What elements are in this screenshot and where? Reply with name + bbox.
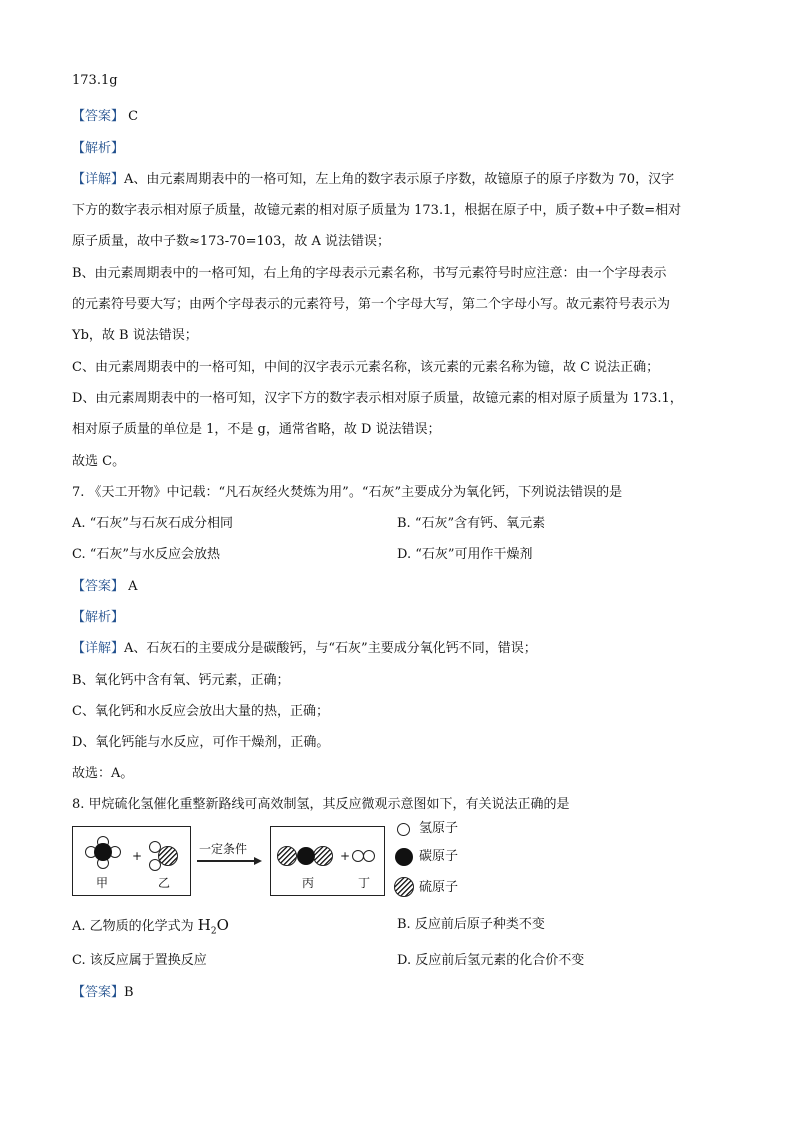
sulfur-atom-icon xyxy=(313,846,333,866)
legend-carbon-icon xyxy=(395,848,413,866)
carbon-atom-icon xyxy=(94,843,112,861)
analysis-label: 【解析】 xyxy=(72,610,125,625)
option-7d: D. “石灰”可用作干燥剂 xyxy=(397,547,533,562)
detail-text: A、由元素周期表中的一格可知，左上角的数字表示原子序数，故镱原子的原子序数为 70，汉字 xyxy=(124,172,675,187)
answer-tag: 【答案】 xyxy=(72,579,125,594)
answer-value: A xyxy=(128,579,138,594)
legend-hydrogen-label: 氢原子 xyxy=(419,821,459,836)
analysis-tag xyxy=(72,140,124,158)
sulfur-atom-icon xyxy=(277,846,297,866)
text-line: C、氧化钙和水反应会放出大量的热，正确； xyxy=(72,704,329,719)
question-7: 7. 《天工开物》中记载：“凡石灰经火焚炼为用”。“石灰”主要成分为氧化钙，下列说法错误的是 xyxy=(72,485,623,500)
reaction-condition: 一定条件 xyxy=(199,842,248,856)
analysis-tag xyxy=(72,609,124,627)
reaction-arrow xyxy=(197,860,254,862)
text-line: 故选 C。 xyxy=(72,454,126,469)
detail-text: A、石灰石的主要成分是碳酸钙，与“石灰”主要成分氧化钙不同，错误； xyxy=(124,641,537,656)
legend-sulfur-icon xyxy=(394,877,414,897)
label-jia: 甲 xyxy=(96,876,109,890)
question-8: 8. 甲烷硫化氢催化重整新路线可高效制氢，其反应微观示意图如下，有关说法正确的是 xyxy=(72,797,570,812)
option-7a: A. “石灰”与石灰石成分相同 xyxy=(72,516,233,531)
answer-line xyxy=(72,578,138,596)
text-line: 的元素符号要大写；由两个字母表示的元素符号，第一个字母大写，第二个字母小写。故元素符号表示为 xyxy=(72,297,671,312)
text-line: D、氧化钙能与水反应，可作干燥剂，正确。 xyxy=(72,735,330,750)
text-line: D、由元素周期表中的一格可知，汉字下方的数字表示相对原子质量，故镱元素的相对原子质量为 173.1， xyxy=(72,391,683,406)
plus-sign: + xyxy=(132,849,143,863)
legend-hydrogen-icon xyxy=(397,823,410,836)
detail-tag: 【详解】 xyxy=(72,641,125,656)
answer-tag: 【答案】 xyxy=(72,109,125,124)
formula-subscript: 2 xyxy=(210,926,217,937)
option-8b: B. 反应前后原子种类不变 xyxy=(397,917,545,932)
label-bing: 丙 xyxy=(302,876,315,890)
answer-value: B xyxy=(124,985,134,1000)
analysis-label: 【解析】 xyxy=(72,141,125,156)
text-line: 故选：A。 xyxy=(72,766,134,781)
text-line: 原子质量，故中子数≈173-70=103，故 A 说法错误； xyxy=(72,234,390,249)
option-7b: B. “石灰”含有钙、氧元素 xyxy=(397,516,546,531)
detail-line xyxy=(72,171,674,189)
answer-tag: 【答案】 xyxy=(72,985,125,1000)
sulfur-atom-icon xyxy=(158,846,178,866)
hydrogen-atom-icon xyxy=(363,850,375,862)
text-line: 下方的数字表示相对原子质量，故镱元素的相对原子质量为 173.1，根据在原子中，质子数+中子数=相对 xyxy=(72,203,682,218)
option-8a xyxy=(72,916,229,941)
answer-line xyxy=(72,984,134,1002)
option-8a-text: A. 乙物质的化学式为 xyxy=(72,919,198,934)
text-line: C、由元素周期表中的一格可知，中间的汉字表示元素名称，该元素的元素名称为镱，故 C 说法正确； xyxy=(72,360,660,375)
text-line: 173.1g xyxy=(72,73,118,88)
text-line: Yb，故 B 说法错误； xyxy=(72,328,198,343)
legend-carbon-label: 碳原子 xyxy=(419,849,459,864)
label-ding: 丁 xyxy=(358,876,371,890)
option-7c: C. “石灰”与水反应会放热 xyxy=(72,547,221,562)
text-line: B、氧化钙中含有氧、钙元素，正确； xyxy=(72,673,290,688)
plus-sign: + xyxy=(340,849,351,863)
text-line: B、由元素周期表中的一格可知，右上角的字母表示元素名称，书写元素符号时应注意：由一个字母表示 xyxy=(72,266,667,281)
arrow-head-icon xyxy=(254,857,262,865)
detail-line xyxy=(72,640,537,658)
legend-sulfur-label: 硫原子 xyxy=(419,880,459,895)
option-8c: C. 该反应属于置换反应 xyxy=(72,953,207,968)
formula-h: H xyxy=(197,916,211,934)
answer-value: C xyxy=(128,109,139,124)
option-8d: D. 反应前后氢元素的化合价不变 xyxy=(397,953,585,968)
text-line: 相对原子质量的单位是 1，不是 g，通常省略，故 D 说法错误； xyxy=(72,422,441,437)
detail-tag: 【详解】 xyxy=(72,172,125,187)
carbon-atom-icon xyxy=(297,847,315,865)
answer-line xyxy=(72,108,138,126)
formula-o: O xyxy=(216,916,229,934)
label-yi: 乙 xyxy=(158,876,171,890)
